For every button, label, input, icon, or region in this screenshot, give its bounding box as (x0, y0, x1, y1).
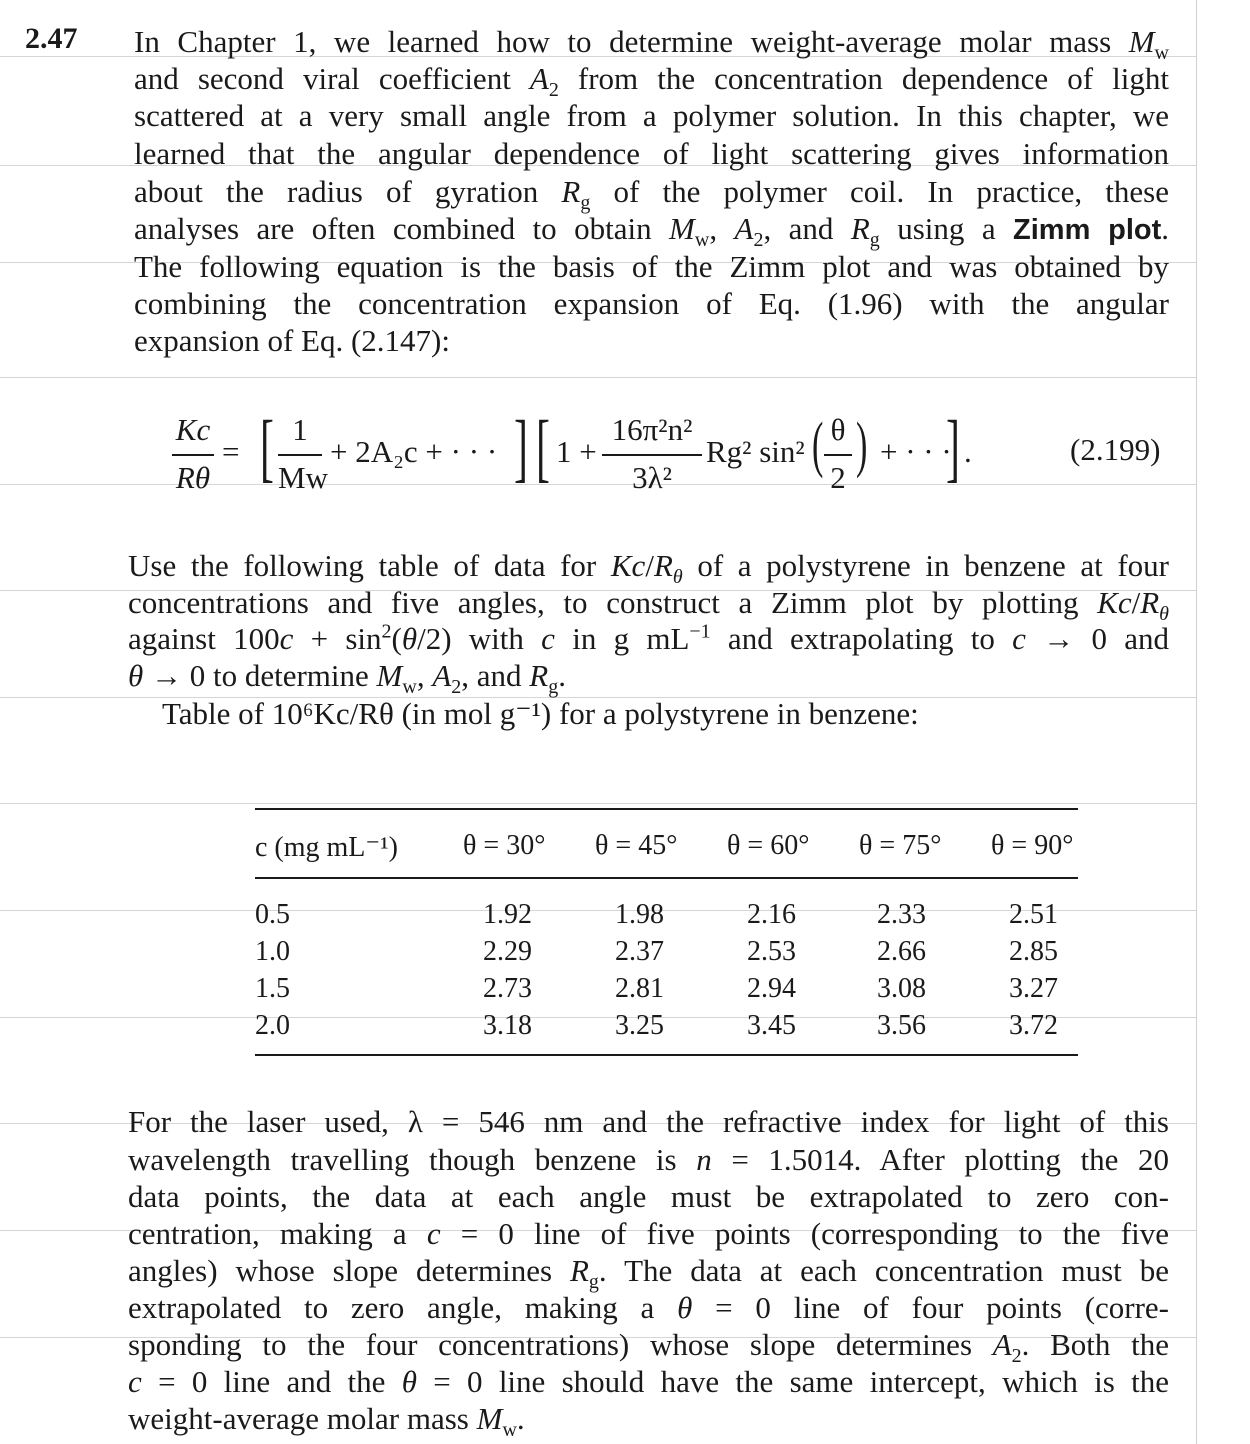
task-line-1: Use the following table of data for $Kc/R_\theta$ of a polystyrene in benzene at four (128, 548, 1169, 589)
equation-period: . (964, 434, 972, 469)
closing-line-3: data points, the data at each angle must be extrapolated to zero con- (128, 1179, 1169, 1214)
bracket-close-1: ] (514, 406, 528, 490)
intro-line-7: The following equation is the basis of the Zimm plot and was obtained by (134, 249, 1169, 284)
table-cell: 2.33 (877, 899, 926, 930)
bracket-open-2: [ (536, 406, 550, 490)
equation-number: (2.199) (1070, 432, 1161, 467)
paren-open: ( (812, 411, 824, 479)
closing-line-6: extrapolated to zero angle, making a θ = 0 line of four points (corre- (128, 1290, 1170, 1325)
table-cell: 2.73 (483, 973, 532, 1004)
one-plus: 1 + (556, 434, 597, 469)
one-numerator: 1 (292, 412, 308, 447)
table-cell: 3.08 (877, 973, 926, 1004)
angular-tail-terms: + · · · (880, 434, 952, 469)
task-line-2: concentrations and five angles, to construct a Zimm plot by plotting $Kc/R_\theta$ (128, 585, 1169, 626)
header-theta-90: θ = 90° (991, 830, 1074, 861)
table-cell: 3.45 (747, 1010, 796, 1041)
zimm-plot-term: Zimm plot (1013, 214, 1162, 246)
closing-line-5: angles) whose slope determines $R_g$. The data at each concentration must be (128, 1253, 1169, 1294)
equals-sign: = (222, 434, 240, 469)
intro-line-1: In Chapter 1, we learned how to determine weight-average molar mass $M_w$ (134, 24, 1169, 65)
ruled-line (0, 803, 1196, 804)
table-cell: 2.29 (483, 936, 532, 967)
table-cell: 3.18 (483, 1010, 532, 1041)
bracket-close-2: ] (946, 406, 960, 490)
rg-sin-term: Rg² sin² (706, 434, 805, 469)
table-cell: 2.51 (1009, 899, 1058, 930)
lhs-denominator: Rθ (175, 460, 211, 495)
task-line-4: θ → 0 to determine $M_w$, $A_2$, and $R_g$. (128, 658, 566, 699)
table-cell: 2.37 (615, 936, 664, 967)
task-line-3: against $100c + \sin^2(\theta/2)$ with c in g $mL^{-1}$ and extrapolating to c → 0 and (128, 620, 1169, 656)
closing-line-7: sponding to the four concentrations) whose slope determines $A_2$. Both the (128, 1327, 1170, 1368)
table-cell: 2.81 (615, 973, 664, 1004)
intro-line-9: expansion of Eq. (2.147): (134, 323, 450, 358)
intro-line-2: and second viral coefficient $A_2$ from the concentration dependence of light (134, 61, 1169, 102)
header-theta-75: θ = 75° (859, 830, 942, 861)
closing-line-9: weight-average molar mass $M_w$. (128, 1401, 525, 1442)
table-caption: Table of 10⁶Kc/Rθ (in mol g⁻¹) for a polystyrene in benzene: (162, 696, 919, 731)
header-theta-45: θ = 45° (595, 830, 678, 861)
table-cell: 1.92 (483, 899, 532, 930)
theta-numerator: θ (830, 412, 846, 447)
table-header-rule (255, 877, 1078, 879)
closing-line-1: For the laser used, λ = 546 nm and the refractive index for light of this (128, 1104, 1169, 1139)
table-cell: 1.0 (255, 936, 290, 967)
header-theta-60: θ = 60° (727, 830, 810, 861)
table-cell: 3.25 (615, 1010, 664, 1041)
table-cell: 2.0 (255, 1010, 290, 1041)
table-cell: 3.72 (1009, 1010, 1058, 1041)
table-cell: 2.85 (1009, 936, 1058, 967)
two-denominator: 2 (830, 460, 846, 495)
closing-line-4: centration, making a c = 0 line of five points (corresponding to the five (128, 1216, 1170, 1251)
bracket-open-1: [ (260, 406, 274, 490)
paren-close: ) (856, 411, 868, 479)
intro-line-3: scattered at a very small angle from a polymer solution. In this chapter, we (134, 98, 1169, 133)
table-bottom-rule (255, 1054, 1078, 1056)
table-cell: 1.98 (615, 899, 664, 930)
lhs-numerator: Kc (175, 412, 211, 447)
closing-line-8: c = 0 line and the θ = 0 line should have the same intercept, which is the (128, 1364, 1169, 1399)
table-cell: 1.5 (255, 973, 290, 1004)
table-cell: 2.94 (747, 973, 796, 1004)
table-cell: 2.66 (877, 936, 926, 967)
intro-line-4: learned that the angular dependence of light scattering gives information (134, 136, 1169, 171)
intro-line-8: combining the concentration expansion of Eq. (1.96) with the angular (134, 286, 1169, 321)
header-theta-30: θ = 30° (463, 830, 546, 861)
table-cell: 2.53 (747, 936, 796, 967)
page-edge-line (1196, 0, 1197, 1444)
coefficient-denominator: 3λ² (632, 460, 672, 495)
table-cell: 2.16 (747, 899, 796, 930)
intro-line-6: analyses are often combined to obtain $M_w$, $A_2$, and $R_g$ using a Zimm plot. (134, 211, 1169, 252)
table-top-rule (255, 808, 1078, 810)
ruled-line (0, 377, 1196, 378)
intro-line-5: about the radius of gyration $R_g$ of the polymer coil. In practice, these (134, 174, 1170, 215)
table-cell: 3.56 (877, 1010, 926, 1041)
table-cell: 0.5 (255, 899, 290, 930)
concentration-terms: + 2A₂c + · · · (330, 434, 498, 469)
mw-denominator: Mw (278, 460, 328, 495)
table-cell: 3.27 (1009, 973, 1058, 1004)
problem-number: 2.47 (25, 22, 78, 55)
closing-line-2: wavelength travelling though benzene is n = 1.5014. After plotting the 20 (128, 1142, 1169, 1177)
zimm-equation (172, 408, 1172, 498)
header-concentration: c (mg mL⁻¹) (255, 832, 398, 863)
coefficient-numerator: 16π²n² (611, 412, 693, 447)
